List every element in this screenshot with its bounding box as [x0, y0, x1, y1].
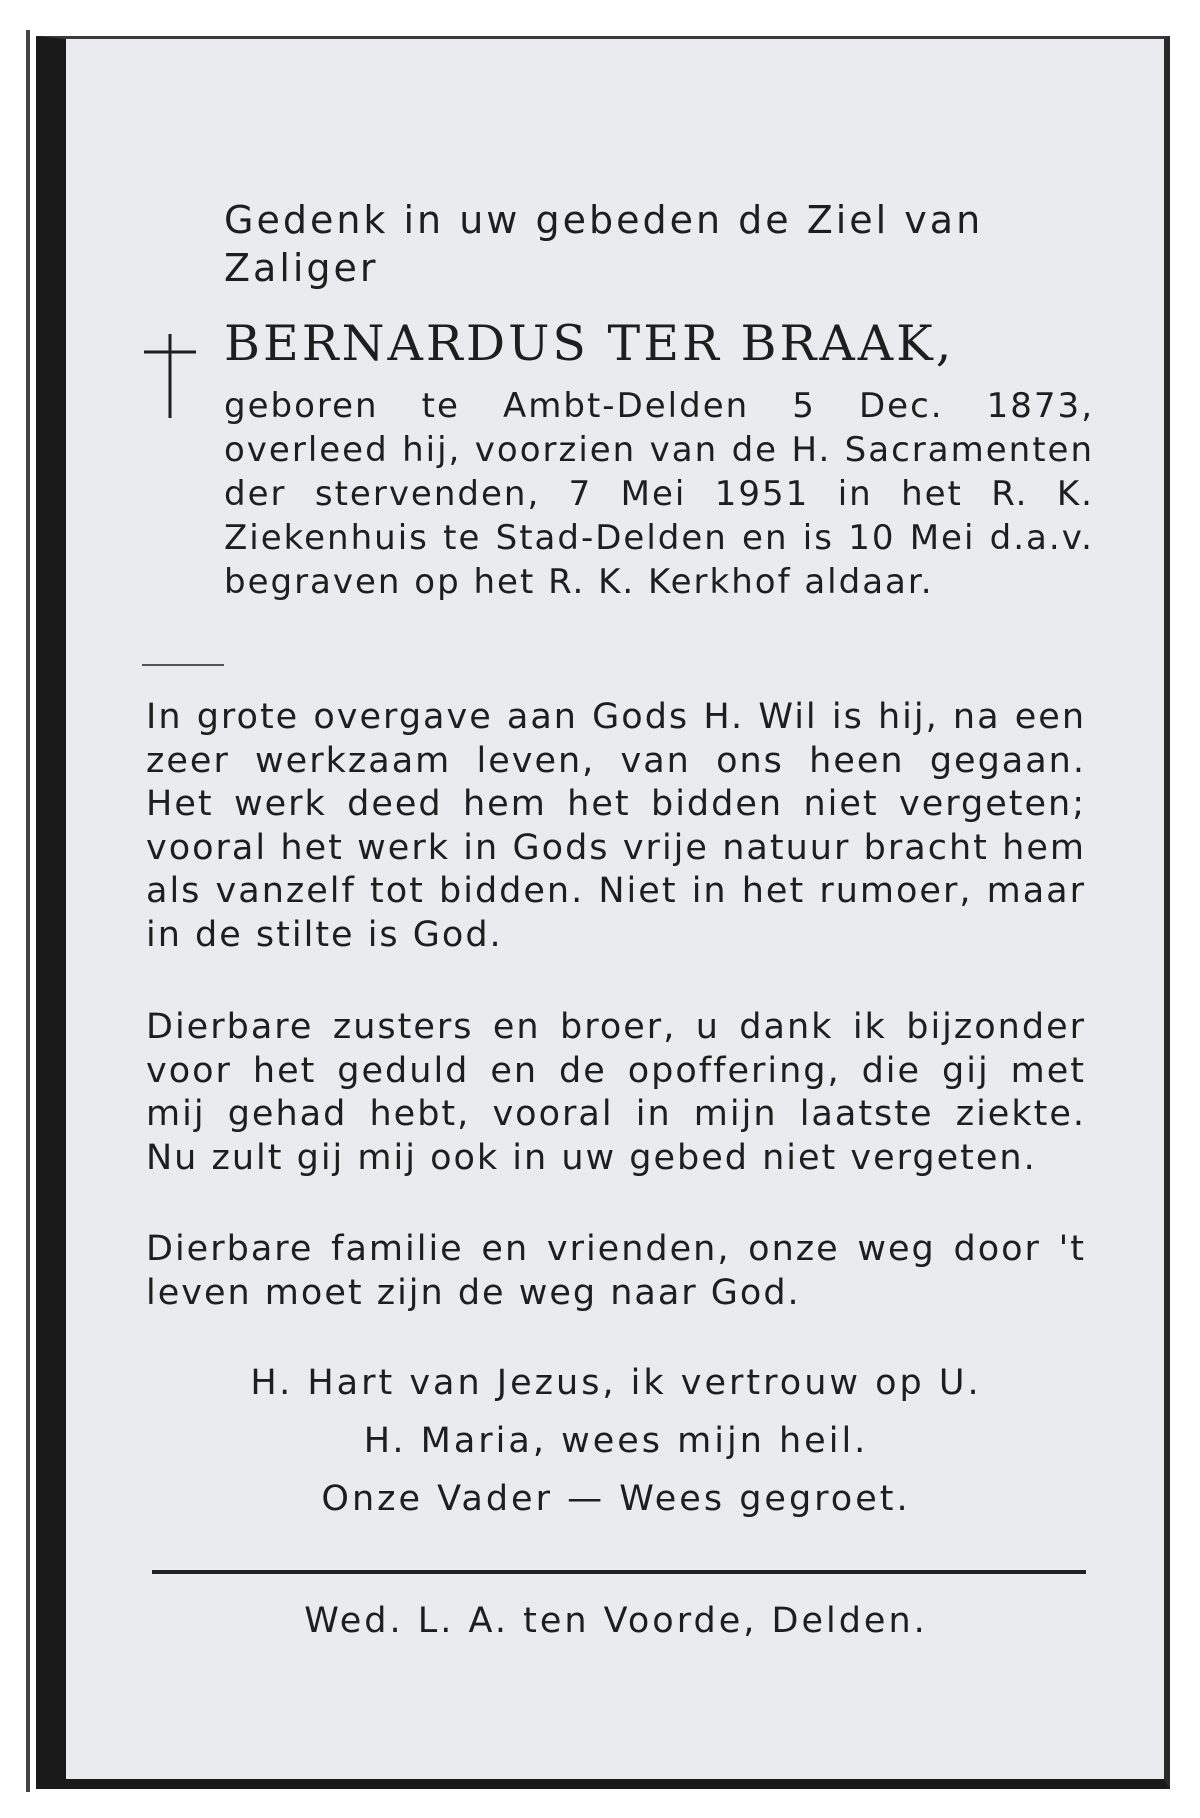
cross-icon — [140, 330, 200, 420]
prayer-line: Onze Vader — Wees gegroet. — [321, 1479, 911, 1519]
printer-credit: Wed. L. A. ten Voorde, Delden. — [304, 1601, 928, 1641]
paragraph-faith: In grote overgave aan Gods H. Wil is hij, na een zeer werkzaam leven, van ons heen gegaan. Het werk deed hem het bidden niet vergeten; vooral het werk in Gods vrije natuur bracht hem als vanzelf tot bidden. Niet in het rumoer, maar in de stilte is God. — [146, 697, 1086, 955]
short-divider — [142, 664, 224, 666]
intro-text: Gedenk in uw gebeden de Ziel van Zaliger — [224, 198, 984, 290]
deceased-name: BERNARDUS TER BRAAK, — [224, 315, 955, 372]
prayer-line: H. Maria, wees mijn heil. — [363, 1421, 869, 1461]
life-details: geboren te Ambt-Delden 5 Dec. 1873, overleed hij, voorzien van de H. Sacramenten der stervenden, 7 Mei 1951 in het R. K. Ziekenhuis te Stad-Delden en is 10 Mei d.a.v. begraven op het R. K. Kerkhof aldaar. — [224, 386, 1094, 602]
footer-divider — [152, 1570, 1086, 1574]
paragraph-siblings: Dierbare zusters en broer, u dank ik bijzonder voor het geduld en de opoffering, die gij met mij gehad hebt, vooral in mijn laatste ziekte. Nu zult gij mij ook in uw gebed niet vergeten. — [146, 1007, 1086, 1178]
paragraph-family: Dierbare familie en vrienden, onze weg door 't leven moet zijn de weg naar God. — [146, 1229, 1086, 1313]
prayer-line: H. Hart van Jezus, ik vertrouw op U. — [250, 1363, 982, 1403]
scan-edge — [26, 30, 30, 1792]
